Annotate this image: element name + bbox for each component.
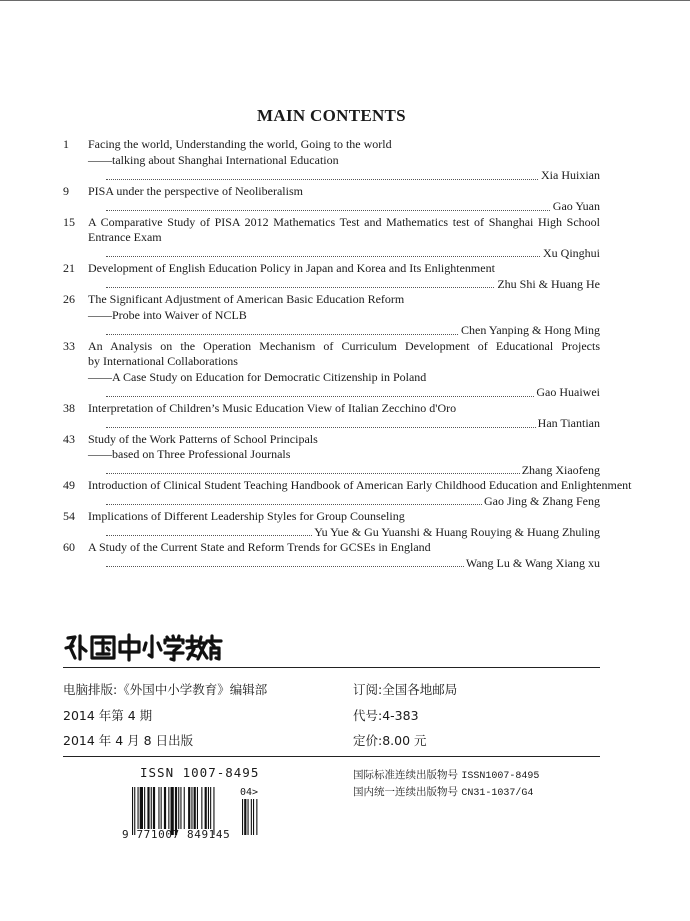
toc-title-line: Facing the world, Understanding the world, Going to the world [88,137,392,151]
barcode-bar [168,787,169,829]
toc-entry [0,339,690,401]
toc-page-number: 33 [63,338,75,353]
intl-serial-value: ISSN1007-8495 [461,771,540,782]
toc-author: Gao Yuan [552,199,600,213]
barcode-bar [153,787,155,829]
typesetting-info: 电脑排版:《外国中小学教育》编辑部 [63,682,268,697]
toc-author: Xia Huixian [541,168,600,182]
publish-date: 2014 年 4 月 8 日出版 [63,733,194,748]
table-of-contents [0,137,690,571]
barcode-bar [140,787,143,829]
toc-author: Wang Lu & Wang Xiang xu [465,555,600,570]
toc-entry [0,292,690,339]
toc-author: Xu Qinghui [543,245,600,260]
barcode-bar [210,787,211,829]
toc-page-number: 15 [63,214,75,229]
toc-author-line [106,277,600,293]
toc-author: Han Tiantian [537,416,600,430]
masthead-top-rule [63,667,600,668]
barcode-addon-bar [248,799,249,835]
barcode-bar [201,787,202,829]
toc-entry [0,137,690,184]
barcode-addon-bar [251,799,252,835]
toc-author-line [106,385,600,401]
barcode-bar [161,787,162,829]
barcode-bar [197,787,198,829]
toc-page-number: 9 [63,183,69,198]
toc-page-number: 21 [63,261,75,275]
toc-entry [0,261,690,292]
toc-page-number: 1 [63,137,69,151]
barcode-addon: 04> [240,787,259,798]
barcode-bar [208,787,209,829]
toc-author-line [106,416,600,432]
toc-author-line [106,199,600,215]
toc-subtitle: ——based on Three Professional Journals [88,447,291,461]
toc-entry [0,184,690,215]
barcode-addon-bar [253,799,254,835]
toc-title-line: by International Collaborations [88,354,238,368]
dot-leader [106,210,600,211]
toc-entry [0,540,690,571]
subscription-info: 订阅:全国各地邮局 [353,682,458,697]
toc-author-line [106,494,600,510]
toc-page-number: 54 [63,509,75,523]
toc-author: Gao Jing & Zhang Feng [484,493,600,508]
barcode-bar [180,787,181,829]
barcode-bar [194,787,196,829]
toc-subtitle: ——Probe into Waiver of NCLB [88,307,247,322]
dot-leader [106,256,600,257]
toc-title-line: A Comparative Study of PISA 2012 Mathematics Test and Mathematics test of Shanghai High School [88,214,600,229]
toc-entry [0,509,690,540]
intl-serial-label: 国际标准连续出版物号 [353,769,458,781]
dot-leader [106,396,600,397]
barcode-bar [138,787,139,829]
toc-page-number: 38 [63,400,75,415]
domestic-serial-number [353,784,533,799]
toc-title-line: PISA under the perspective of Neoliberalism [88,183,303,198]
toc-title-line: Development of English Education Policy in Japan and Korea and Its Enlightenment [88,261,495,275]
barcode-bar [184,787,185,829]
page-title: MAIN CONTENTS [257,106,406,125]
price-info: 定价:8.00 元 [353,733,427,748]
toc-author-line [106,463,600,479]
toc-title-line: Entrance Exam [88,230,162,244]
intl-serial-number [353,767,539,782]
barcode-bar [147,787,149,829]
dot-leader [106,179,600,180]
barcode-bar [188,787,190,829]
toc-author: Yu Yue & Gu Yuanshi & Huang Rouying & Huang Zhuling [314,524,600,539]
toc-title-line: The Significant Adjustment of American Basic Education Reform [88,292,405,306]
toc-author: Gao Huaiwei [536,385,600,399]
toc-author: Zhang Xiaofeng [521,462,600,477]
toc-page-number: 60 [63,540,75,554]
journal-logo [63,632,223,662]
toc-title-line: Introduction of Clinical Student Teaching Handbook of American Early Childhood Education and Enlightenment [88,478,632,492]
barcode-addon-bar [256,799,257,835]
issue-info: 2014 年第 4 期 [63,708,153,723]
dot-leader [106,427,600,428]
toc-subtitle: ——A Case Study on Education for Democratic Citizenship in Poland [88,369,427,384]
barcode-bar [164,787,166,829]
top-border-line [0,0,690,1]
distribution-code: 代号:4-383 [353,708,419,723]
toc-author-line [106,323,600,339]
barcode-digits: 9 771007 849145 [122,828,231,841]
toc-page-number: 43 [63,431,75,446]
toc-entry [0,478,690,509]
toc-title-line: An Analysis on the Operation Mechanism of Curriculum Development of Educational Projects [88,338,600,353]
toc-page-number: 49 [63,478,75,492]
barcode-bar [158,787,159,829]
domestic-serial-label: 国内统一连续出版物号 [353,786,458,798]
barcode-issn-label: ISSN 1007-8495 [140,765,260,780]
toc-entry [0,432,690,479]
toc-title-line: A Study of the Current State and Reform Trends for GCSEs in England [88,540,431,554]
barcode-bar [191,787,192,829]
domestic-serial-value: CN31-1037/G4 [461,788,534,799]
barcode-addon-bar [242,799,243,835]
barcode-addon-bar [244,799,246,835]
toc-subtitle: ——talking about Shanghai International Education [88,152,339,167]
toc-author-line [106,246,600,262]
toc-page-number: 26 [63,292,75,306]
toc-author: Chen Yanping & Hong Ming [460,323,600,337]
toc-entry [0,215,690,262]
toc-author-line [106,168,600,184]
toc-title-line: Implications of Different Leadership Styles for Group Counseling [88,509,405,523]
toc-title-line: Interpretation of Children’s Music Education View of Italian Zecchino d'Oro [88,400,457,415]
toc-author-line [106,556,600,572]
barcode-bar [178,787,179,829]
toc-entry [0,401,690,432]
toc-author-line [106,525,600,541]
toc-title-line: Study of the Work Patterns of School Principals [88,431,318,446]
barcode-bar [205,787,207,829]
toc-author: Zhu Shi & Huang He [497,276,600,291]
barcode-bar [151,787,152,829]
masthead-bottom-rule [63,756,600,757]
barcode-bar [144,787,145,829]
